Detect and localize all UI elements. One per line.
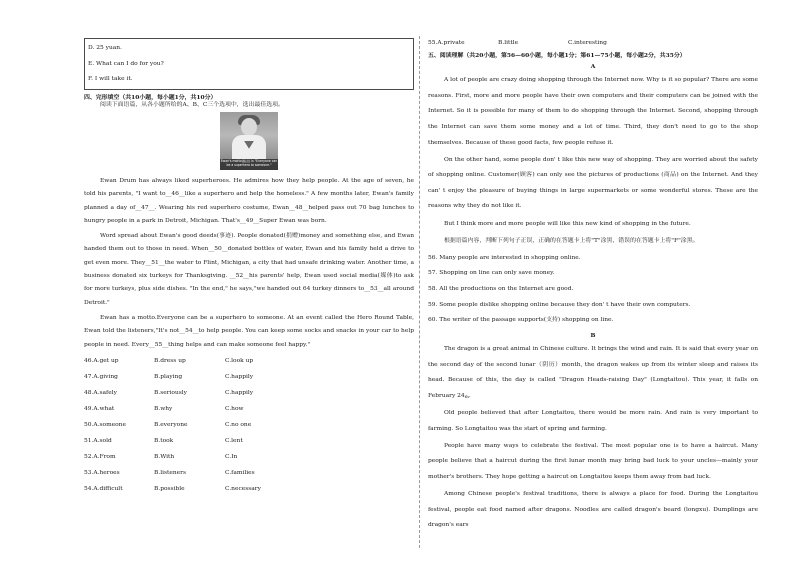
choice-b: B.took [154,438,174,445]
choice-a: 52.A.From [84,454,116,461]
choice-c: C.how [225,406,244,413]
cloze-paragraph-3: Ewan has a motto.Everyone can be a superhero to someone. At an event called the Hero Round Table, Ewan told the listeners,"It's not__54__to help people. You can keep some socks and snacks in your car to help people in need. Every__55__thing helps and can make someone feel happy." [84,314,414,348]
choice-a: 54.A.difficult [84,486,123,493]
passage-b-paragraph-3: People have many ways to celebrate the festival. The most popular one is to have a haircut. Many people believe that a haircut during the first lunar month may bring bad luck to your uncles—mainly your mother's brothers. They hope getting a haircut on Longtaitou keeps them away from bad luck. [428,442,758,481]
choice-b: B.possible [154,486,185,493]
section-5-title: 五、阅读理解（共20小题，第56—60小题，每小题1分；第61—75小题，每小题2分，共35分） [428,52,686,59]
choice-a: 50.A.someone [84,422,126,429]
judge-instruction: 根据语篇内容，判断下列句子正误，正确的在答题卡上将"T"涂黑，错误的在答题卡上将"F"涂黑。 [444,237,699,244]
section-4-title: 四、完形填空（共10小题，每小题1分，共10分） [84,93,217,101]
statement-59: 59. Some people dislike shopping online because they don' t have their own computers. [428,301,691,308]
choice-row-49 [84,401,414,417]
option-e: E. What can I do for you? [88,60,164,67]
choice-c: C.interesting [568,40,607,46]
section-4-instruction: 阅读下面语篇，从各小题所给的A、B、C三个选项中，选出最佳选项。 [100,102,284,109]
statement-60: 60. The writer of the passage supports(支持) shopping on line. [428,317,614,324]
choice-b: B.dress up [154,358,186,365]
choice-b: B.why [154,406,173,413]
options-box [84,38,414,90]
choice-b: B.playing [154,374,183,381]
center-divider [419,36,420,548]
choice-c: C.lent [225,438,243,445]
right-column [428,38,758,535]
choice-c: C.happily [225,374,254,381]
left-column [84,38,414,497]
choice-row-52 [84,449,414,465]
choice-row-47 [84,369,414,385]
choice-c: C.families [225,470,255,477]
option-f: F. I will take it. [88,76,133,82]
choice-b: B.With [154,454,175,461]
passage-b-paragraph-4: Among Chinese people's festival traditions, there is always a place for food. During the Longtaitou festival, people eat food named after dragons. Noodles are called dragon's beard (longxu). Dumplings are dragon's ears [428,491,758,529]
cloze-paragraph-1: Ewan Drum has always liked superheroes. He admires how they help people. At the age of seven, he told his parents, "I want to__46__like a superhero and help the homeless." A few months later, Ewan's family planned a day of__47__. Wearing his red superhero costume, Ewan__48__helped pass out 70 bag lunches to hungry people in a park in Detroit, Michigan. That's__49__Super Ewan was born. [84,177,414,224]
choice-a: 51.A.sold [84,438,112,445]
passage-a-paragraph-1: A lot of people are crazy doing shopping through the Internet now. Why is it so popular? There are some reasons. First, more and more people have their own computers and their computers can be joined with the Internet. So it is possible for many of them to do shopping through the Internet. Second, shopping through the Internet can save them some money and a lot of time. Third, they don't need to go to the shop themselves. Because of these good facts, few people refuse it. [428,77,758,146]
ordinal-suffix: th [464,394,469,400]
choice-row-51 [84,433,414,449]
passage-b-paragraph-1 [428,342,758,404]
choice-row-50 [84,417,414,433]
choice-c: C.happily [225,390,254,397]
choice-c: C.no one [225,422,252,429]
statement-57: 57. Shopping on line can only save money. [428,270,555,277]
choice-row-55 [428,38,758,49]
choice-a: 49.A.what [84,406,115,413]
cloze-paragraph-2: Word spread about Ewan's good deeds(事迹). People donated(捐赠)money and something else, and Ewan handed them out to those in need. When__50__donated bottles of water, Ewan and his family held a drive to get even more. They__51__the water to Flint, Michigan, a city that had unsafe drinking water. Another time, a business donated six turkeys for Thanksgiving. __52__his parents' help, Ewan used social media(媒体)to ask for more turkeys, plus side dishes. "In the end," he says,"we handed out 64 turkey dinners to__53__all around Detroit." [84,232,414,306]
choice-b: B.everyone [154,422,188,429]
choice-row-54 [84,481,414,497]
passage-a-paragraph-2: On the other hand, some people don' t like this new way of shopping. They are worried about the safety of shopping online. Customer(顾客) can only see the pictures of productions (商品) on the Internet. And they can' t enjoy the pleasure of buying things in large supermarkets or some wonderful stores. These are the reasons why they do not like it. [428,156,758,210]
passage-b-p1-end: . [468,393,471,400]
choice-b: B.seriously [154,390,187,397]
passage-b-paragraph-2: Old people believed that after Longtaitou, there would be more rain. And rain is very important to farming. So Longtaitou was the start of spring and farming. [428,410,758,432]
passage-a-label: A [590,62,596,70]
choice-row-53 [84,465,414,481]
photo-caption: Ewan's motto(格言) is "Everyone can be a superhero to someone." [220,159,278,170]
choice-a: 55.A.private [428,40,465,46]
photo-head [241,118,257,136]
option-d: D. 25 yuan. [88,45,122,51]
choice-b: B.listeners [154,470,186,477]
choice-b: B.little [498,40,519,46]
statement-56: 56. Many people are interested in shopping online. [428,254,581,261]
passage-b-p1-text: The dragon is a great animal in Chinese culture. It brings the wind and rain. It is said that every year on the second day of the second lunar（阴历）month, the dragon wakes up from its winter sleep and raises its head. Because of this, the day is called "Dragon Heads-raising Day" (Longtaitou). This year, it falls on February 24 [428,346,758,400]
choice-a: 47.A.giving [84,374,118,381]
statement-58: 58. All the productions on the Internet are good. [428,285,574,292]
passage-a-paragraph-3: But I think more and more people will like this new kind of shopping in the future. [444,220,691,227]
cloze-choices [84,353,414,497]
photo-container [84,112,414,170]
ewan-photo [220,112,278,170]
choice-a: 46.A.get up [84,358,119,365]
choice-a: 48.A.safely [84,390,117,397]
passage-b-label: B [590,331,596,339]
choice-c: C.In [225,454,238,461]
choice-a: 53.A.heroes [84,470,120,477]
choice-c: C.look up [225,358,254,365]
choice-row-48 [84,385,414,401]
choice-c: C.necessary [225,486,261,493]
choice-row-46 [84,353,414,369]
